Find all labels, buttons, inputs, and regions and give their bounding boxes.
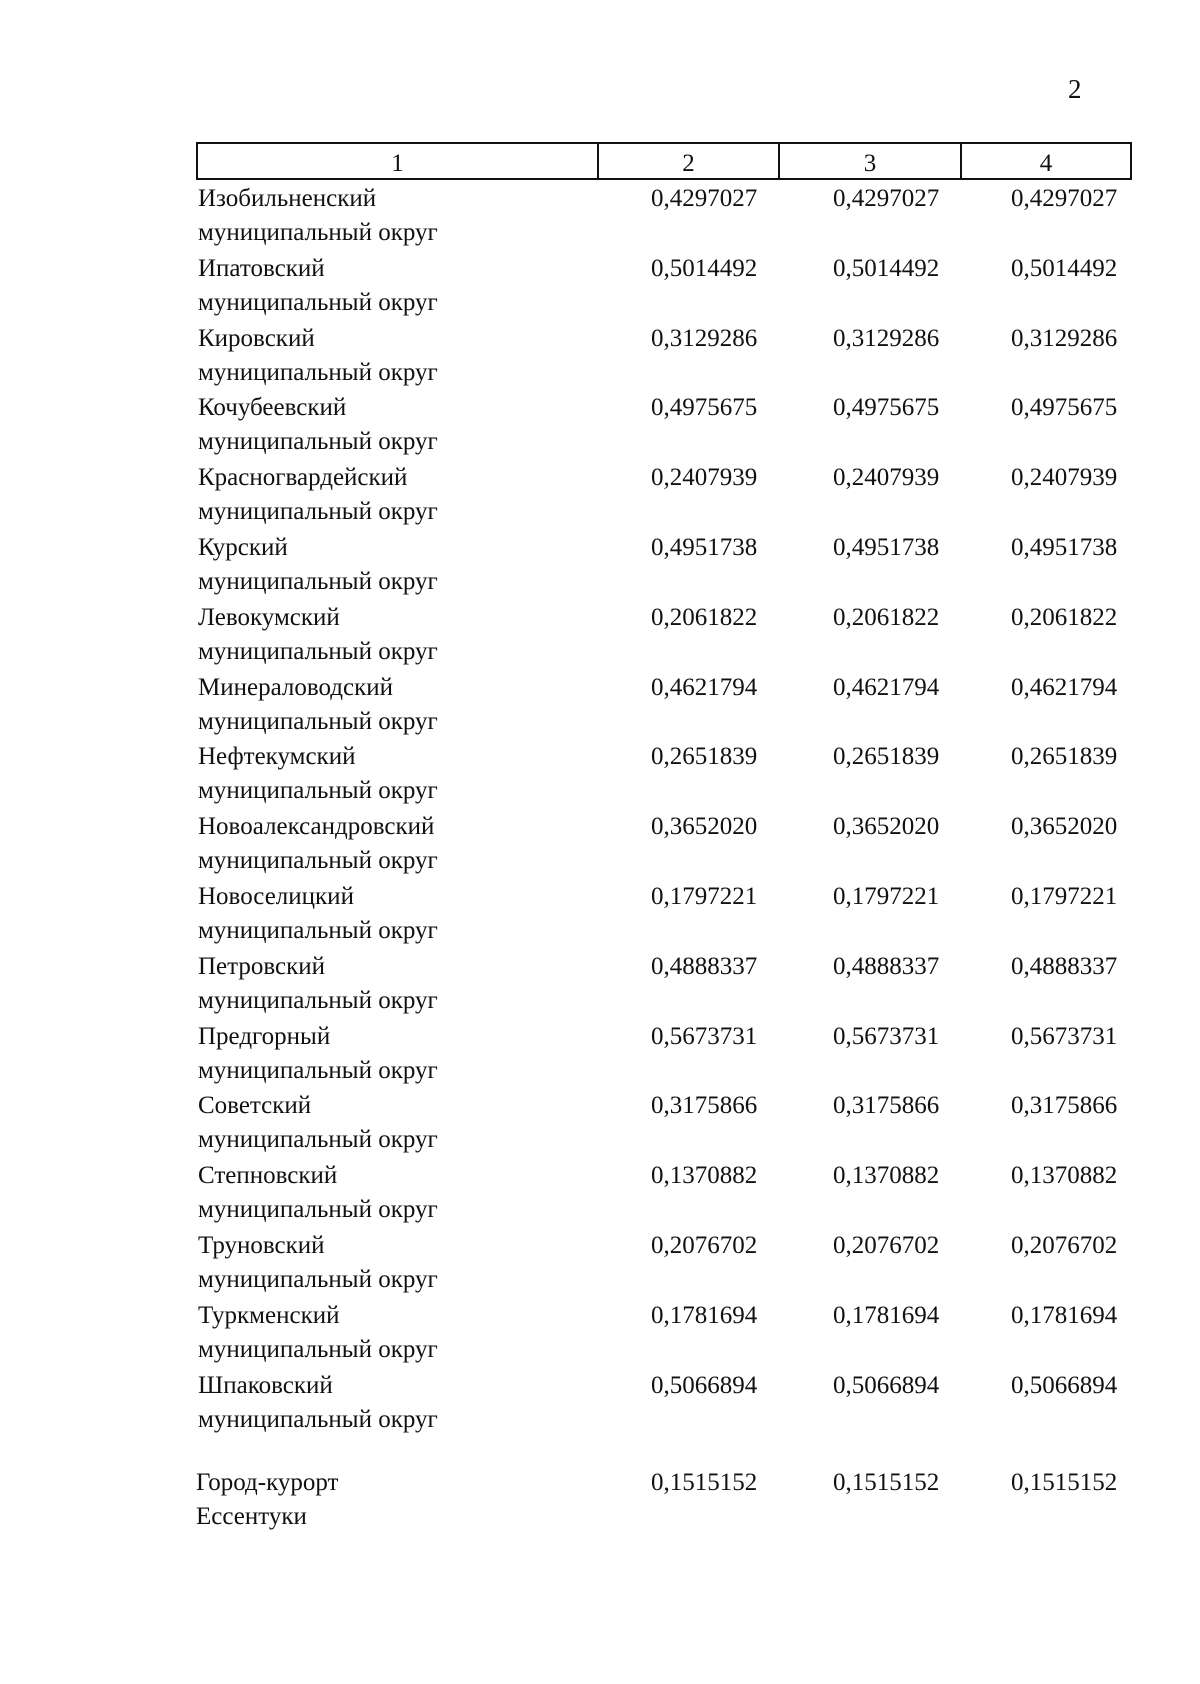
table-row-essentuki xyxy=(196,1466,1136,1536)
district-name-line-2: Ессентуки xyxy=(196,1503,307,1530)
district-name xyxy=(198,601,618,669)
value-col-2: 0,4297027 xyxy=(651,185,758,212)
table-row xyxy=(196,950,1136,1020)
value-col-4: 0,4621794 xyxy=(1011,673,1118,701)
table-row xyxy=(196,671,1136,741)
value-col-3: 0,3129286 xyxy=(833,324,940,352)
district-name-line-2: муниципальный округ xyxy=(198,637,438,665)
district-name xyxy=(198,531,618,599)
district-name-line-2: муниципальный округ xyxy=(198,777,438,805)
value-col-4: 0,1797221 xyxy=(1011,882,1118,910)
district-name-line-1: Петровский xyxy=(198,952,326,980)
district-name xyxy=(198,391,618,459)
district-name-line-1: Туркменский xyxy=(198,1301,340,1329)
district-name xyxy=(198,810,618,878)
table-row xyxy=(196,601,1136,671)
district-name xyxy=(198,1089,618,1157)
value-col-4: 0,4888337 xyxy=(1011,952,1118,980)
value-col-3: 0,5673731 xyxy=(833,1022,940,1050)
value-col-2: 0,1797221 xyxy=(651,882,758,910)
district-name xyxy=(198,252,618,320)
district-name-line-2: муниципальный округ xyxy=(198,498,438,526)
district-name-line-2: муниципальный округ xyxy=(198,219,438,246)
value-col-3: 0,1515152 xyxy=(833,1469,940,1496)
district-name-line-2: муниципальный округ xyxy=(198,1126,438,1154)
district-name-line-1: Нефтекумский xyxy=(198,743,356,771)
value-col-3: 0,3652020 xyxy=(833,813,940,841)
value-col-3: 0,1781694 xyxy=(833,1301,940,1329)
value-col-4: 0,3129286 xyxy=(1011,324,1118,352)
district-name xyxy=(198,1020,618,1088)
table-row xyxy=(196,1369,1136,1439)
table-row xyxy=(196,322,1136,392)
value-col-4: 0,5673731 xyxy=(1011,1022,1118,1050)
header-cell-3: 3 xyxy=(780,144,962,178)
district-name xyxy=(196,1466,616,1534)
value-col-4: 0,5066894 xyxy=(1011,1371,1118,1399)
value-col-4: 0,2061822 xyxy=(1011,603,1118,631)
table-row xyxy=(196,391,1136,461)
value-col-4: 0,5014492 xyxy=(1011,254,1118,282)
value-col-4: 0,4297027 xyxy=(1011,185,1118,212)
value-col-2: 0,4621794 xyxy=(651,673,758,701)
district-name-line-2: муниципальный округ xyxy=(198,358,438,386)
district-name-line-1: Предгорный xyxy=(198,1022,331,1050)
value-col-4: 0,1515152 xyxy=(1011,1469,1118,1496)
value-col-2: 0,1370882 xyxy=(651,1162,758,1190)
value-col-3: 0,4621794 xyxy=(833,673,940,701)
district-name-line-1: Левокумский xyxy=(198,603,340,631)
value-col-2: 0,4975675 xyxy=(651,394,758,422)
district-name xyxy=(198,950,618,1018)
district-name-line-1: Город-курорт xyxy=(196,1469,339,1496)
value-col-4: 0,3175866 xyxy=(1011,1092,1118,1120)
district-name-line-2: муниципальный округ xyxy=(198,707,438,735)
table-row xyxy=(196,461,1136,531)
district-name-line-1: Советский xyxy=(198,1092,312,1120)
district-name-line-2: муниципальный округ xyxy=(198,288,438,316)
district-name xyxy=(198,1159,618,1227)
district-name-line-1: Новоселицкий xyxy=(198,882,354,910)
value-col-2: 0,1515152 xyxy=(651,1469,758,1496)
value-col-4: 0,1370882 xyxy=(1011,1162,1118,1190)
table-row xyxy=(196,1020,1136,1090)
district-name-line-1: Кировский xyxy=(198,324,315,352)
district-name xyxy=(198,740,618,808)
district-name-line-2: муниципальный округ xyxy=(198,1056,438,1084)
value-col-4: 0,4951738 xyxy=(1011,533,1118,561)
district-name xyxy=(198,880,618,948)
value-col-2: 0,4951738 xyxy=(651,533,758,561)
value-col-3: 0,1370882 xyxy=(833,1162,940,1190)
district-name xyxy=(198,461,618,529)
value-col-2: 0,2061822 xyxy=(651,603,758,631)
table-row xyxy=(196,880,1136,950)
district-name-line-1: Изобильненский xyxy=(198,185,377,212)
value-col-3: 0,4951738 xyxy=(833,533,940,561)
value-col-2: 0,3652020 xyxy=(651,813,758,841)
header-cell-2: 2 xyxy=(599,144,780,178)
table-row xyxy=(196,1089,1136,1159)
table-row xyxy=(196,531,1136,601)
value-col-3: 0,4888337 xyxy=(833,952,940,980)
value-col-2: 0,5673731 xyxy=(651,1022,758,1050)
value-col-2: 0,4888337 xyxy=(651,952,758,980)
value-col-4: 0,2076702 xyxy=(1011,1231,1118,1259)
value-col-2: 0,5014492 xyxy=(651,254,758,282)
table-header xyxy=(196,142,1132,180)
district-name-line-2: муниципальный округ xyxy=(198,567,438,595)
value-col-3: 0,2651839 xyxy=(833,743,940,771)
district-name xyxy=(198,182,618,250)
district-name-line-2: муниципальный округ xyxy=(198,1335,438,1363)
district-name-line-1: Степновский xyxy=(198,1162,338,1190)
value-col-3: 0,2407939 xyxy=(833,464,940,492)
page-number: 2 xyxy=(1068,74,1082,104)
district-name xyxy=(198,322,618,390)
district-name-line-1: Курский xyxy=(198,533,288,561)
value-col-4: 0,1781694 xyxy=(1011,1301,1118,1329)
table-row xyxy=(196,1299,1136,1369)
value-col-2: 0,2651839 xyxy=(651,743,758,771)
value-col-3: 0,4975675 xyxy=(833,394,940,422)
district-name xyxy=(198,671,618,739)
header-cell-1: 1 xyxy=(198,144,599,178)
value-col-3: 0,5014492 xyxy=(833,254,940,282)
district-name-line-1: Шпаковский xyxy=(198,1371,333,1399)
district-name-line-2: муниципальный округ xyxy=(198,986,438,1014)
value-col-2: 0,3129286 xyxy=(651,324,758,352)
district-name-line-2: муниципальный округ xyxy=(198,1405,438,1433)
value-col-2: 0,3175866 xyxy=(651,1092,758,1120)
district-name-line-2: муниципальный округ xyxy=(198,916,438,944)
value-col-3: 0,5066894 xyxy=(833,1371,940,1399)
district-name-line-2: муниципальный округ xyxy=(198,1265,438,1293)
district-name-line-1: Красногвардейский xyxy=(198,464,408,492)
table-body xyxy=(196,182,1136,1438)
value-col-4: 0,3652020 xyxy=(1011,813,1118,841)
value-col-3: 0,2076702 xyxy=(833,1231,940,1259)
value-col-2: 0,2076702 xyxy=(651,1231,758,1259)
header-cell-4: 4 xyxy=(1039,150,1053,177)
table-row xyxy=(196,1159,1136,1229)
value-col-2: 0,1781694 xyxy=(651,1301,758,1329)
table-row xyxy=(196,182,1136,252)
value-col-4: 0,4975675 xyxy=(1011,394,1118,422)
district-name-line-1: Кочубеевский xyxy=(198,394,347,422)
district-name-line-2: муниципальный округ xyxy=(198,428,438,456)
district-name-line-2: муниципальный округ xyxy=(198,847,438,875)
district-name-line-1: Минераловодский xyxy=(198,673,394,701)
table-row xyxy=(196,740,1136,810)
value-col-3: 0,3175866 xyxy=(833,1092,940,1120)
table-row xyxy=(196,810,1136,880)
district-name xyxy=(198,1369,618,1437)
district-name xyxy=(198,1229,618,1297)
district-name-line-2: муниципальный округ xyxy=(198,1196,438,1224)
table-row xyxy=(196,252,1136,322)
district-name-line-1: Труновский xyxy=(198,1231,325,1259)
value-col-4: 0,2651839 xyxy=(1011,743,1118,771)
value-col-3: 0,1797221 xyxy=(833,882,940,910)
value-col-4: 0,2407939 xyxy=(1011,464,1118,492)
table-row xyxy=(196,1229,1136,1299)
district-name-line-1: Новоалександровский xyxy=(198,813,435,841)
district-name-line-1: Ипатовский xyxy=(198,254,325,282)
value-col-2: 0,2407939 xyxy=(651,464,758,492)
district-name xyxy=(198,1299,618,1367)
value-col-2: 0,5066894 xyxy=(651,1371,758,1399)
value-col-3: 0,4297027 xyxy=(833,185,940,212)
value-col-3: 0,2061822 xyxy=(833,603,940,631)
